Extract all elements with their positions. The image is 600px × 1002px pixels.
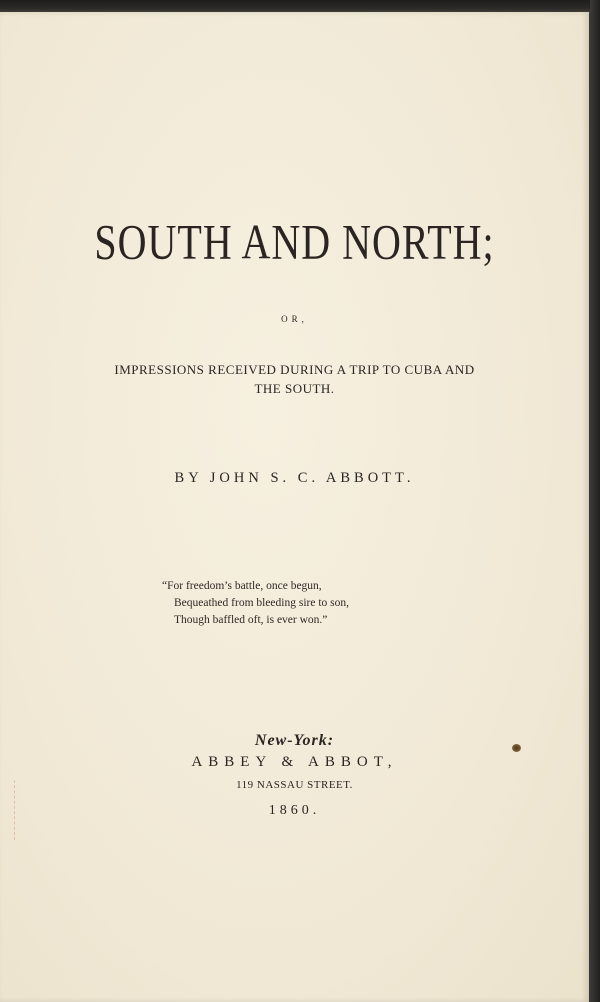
subtitle-line: THE SOUTH.: [254, 381, 335, 396]
imprint-publisher: ABBEY & ABBOT,: [191, 754, 398, 770]
book-subtitle: [0, 360, 589, 398]
epigraph: [162, 578, 462, 629]
title-conjunction: OR,: [281, 314, 308, 324]
book-title: SOUTH AND NORTH;: [94, 213, 495, 270]
book-author: BY JOHN S. C. ABBOTT.: [174, 470, 415, 486]
epigraph-line: “For freedom’s battle, once begun,: [162, 580, 322, 592]
title-page: [0, 12, 589, 1002]
epigraph-line: Though baffled oft, is ever won.”: [174, 614, 328, 626]
imprint-address: 119 NASSAU STREET.: [236, 779, 353, 791]
paper-stain: [512, 744, 521, 752]
imprint-place: New-York:: [254, 732, 335, 749]
subtitle-line: IMPRESSIONS RECEIVED DURING A TRIP TO CUBA AND: [114, 362, 475, 377]
paper-edge-mark: [0, 780, 15, 840]
imprint-year: 1860.: [268, 803, 321, 818]
epigraph-line: Bequeathed from bleeding sire to son,: [174, 597, 350, 609]
book-binding-right: [590, 0, 600, 1002]
